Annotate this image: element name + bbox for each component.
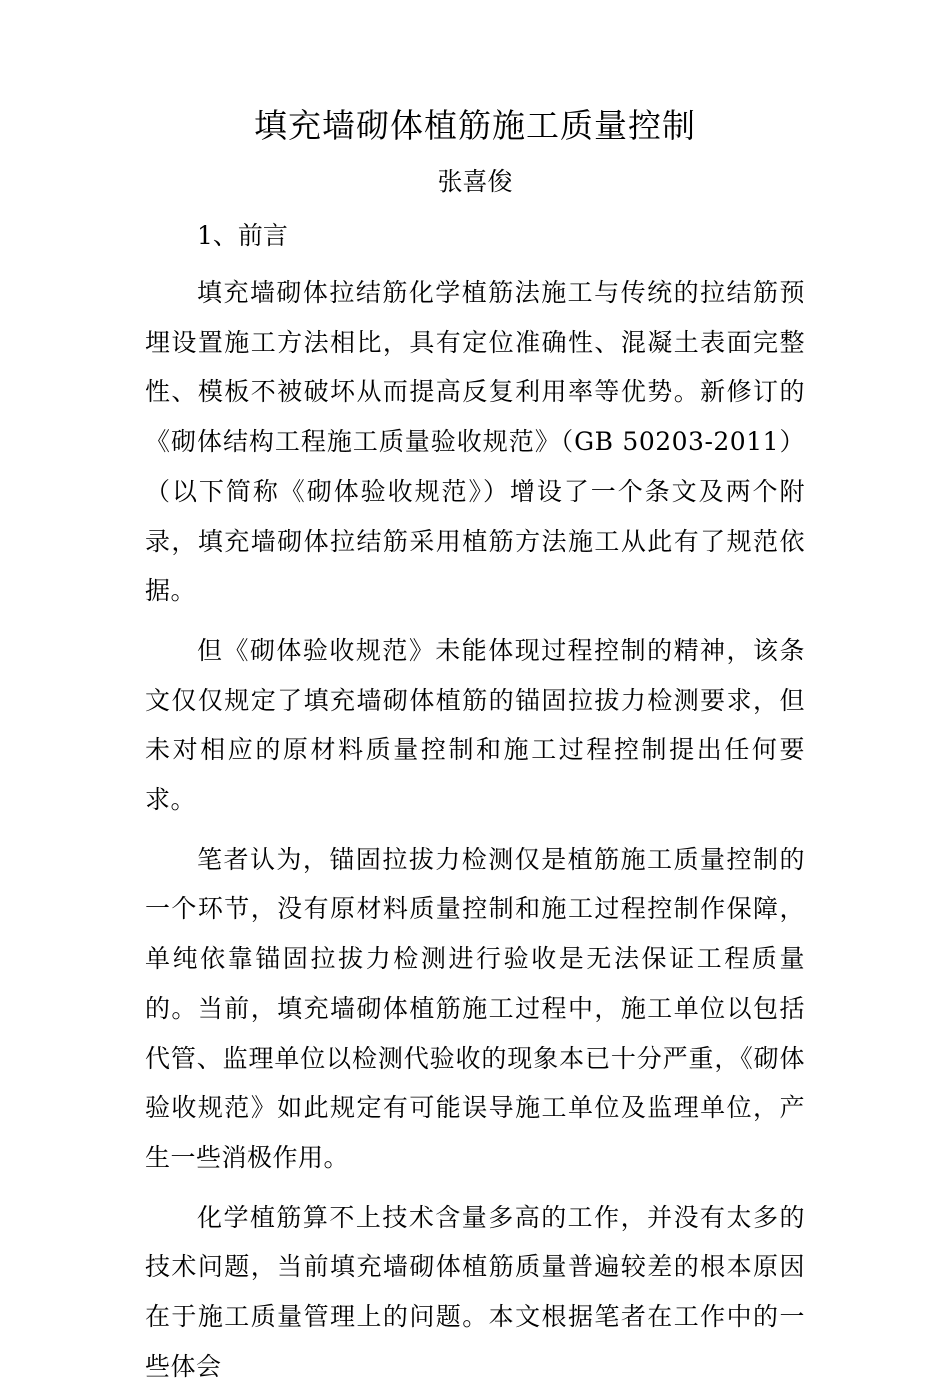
body-paragraph-4: 化学植筋算不上技术含量多高的工作，并没有太多的技术问题，当前填充墙砌体植筋质量普遍较差的根本原因在于施工质量管理上的问题。本文根据笔者在工作中的一些体会 (145, 1202, 805, 1381)
body-paragraph-2: 但《砌体验收规范》未能体现过程控制的精神，该条文仅仅规定了填充墙砌体植筋的锚固拉拔力检测要求，但未对相应的原材料质量控制和施工过程控制提出任何要求。 (145, 635, 805, 815)
body-paragraph-1: 填充墙砌体拉结筋化学植筋法施工与传统的拉结筋预埋设置施工方法相比，具有定位准确性、混凝土表面完整性、模板不被破坏从而提高反复利用率等优势。新修订的《砌体结构工程施工质量验收规范》（GB 50203-2011）（以下简称《砌体验收规范》）增设了一个条文及两个附录，填充墙砌体拉结筋采用植筋方法施工从此有了规范依据。 (145, 278, 805, 606)
author-name: 张喜俊 (437, 167, 513, 196)
section-heading-preface: 1、前言 (197, 221, 288, 250)
body-paragraph-3: 笔者认为，锚固拉拔力检测仅是植筋施工质量控制的一个环节，没有原材料质量控制和施工过程控制作保障，单纯依靠锚固拉拔力检测进行验收是无法保证工程质量的。当前，填充墙砌体植筋施工过程中，施工单位以包括代管、监理单位以检测代验收的现象本已十分严重，《砌体验收规范》如此规定有可能误导施工单位及监理单位，产生一些消极作用。 (145, 844, 805, 1172)
document-title: 填充墙砌体植筋施工质量控制 (254, 106, 696, 145)
